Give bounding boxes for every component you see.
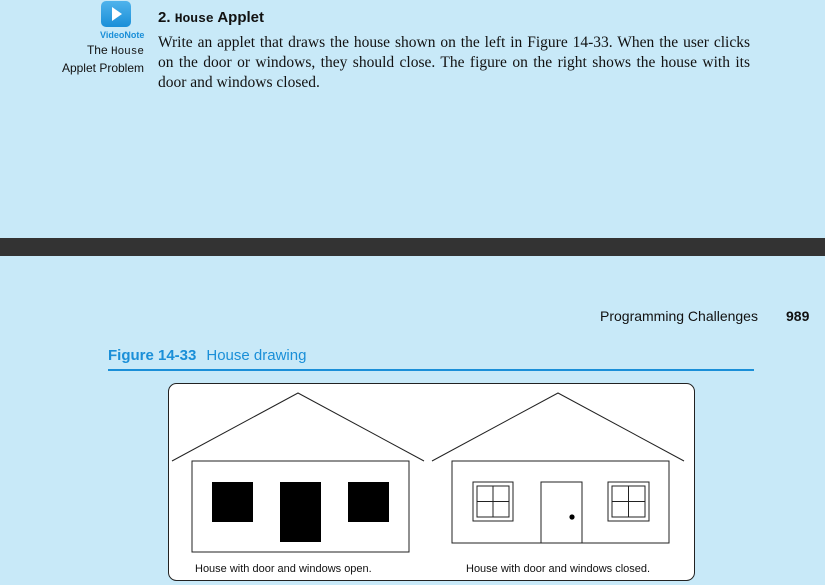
caption-open: House with door and windows open. [195,563,372,575]
caption-closed: House with door and windows closed. [466,563,651,575]
page-number: 989 [786,308,810,324]
window-open-right[interactable] [348,482,389,522]
door-knob [569,514,574,519]
problem-text: Write an applet that draws the house shown on the left in Figure 14-33. When the user clicks on the door or windows, they should close. The figure on the right shows the house with its door and windows closed. [158,34,750,91]
videonote-title[interactable]: The House Applet Problem [61,43,144,75]
figure-title: House drawing [206,347,307,364]
page-separator [0,238,825,256]
figure-number: Figure 14-33 [108,347,197,364]
figure-caption [108,347,306,364]
problem-heading: 2. House Applet [158,9,264,26]
video-play-icon[interactable] [101,1,131,27]
figure-rule [108,369,754,371]
window-open-left[interactable] [212,482,253,522]
videonote-label: VideoNote [100,30,145,40]
door-open[interactable] [280,482,321,542]
running-head: Programming Challenges [600,308,758,324]
house-figure [168,383,696,583]
problem-code: House [174,11,214,26]
